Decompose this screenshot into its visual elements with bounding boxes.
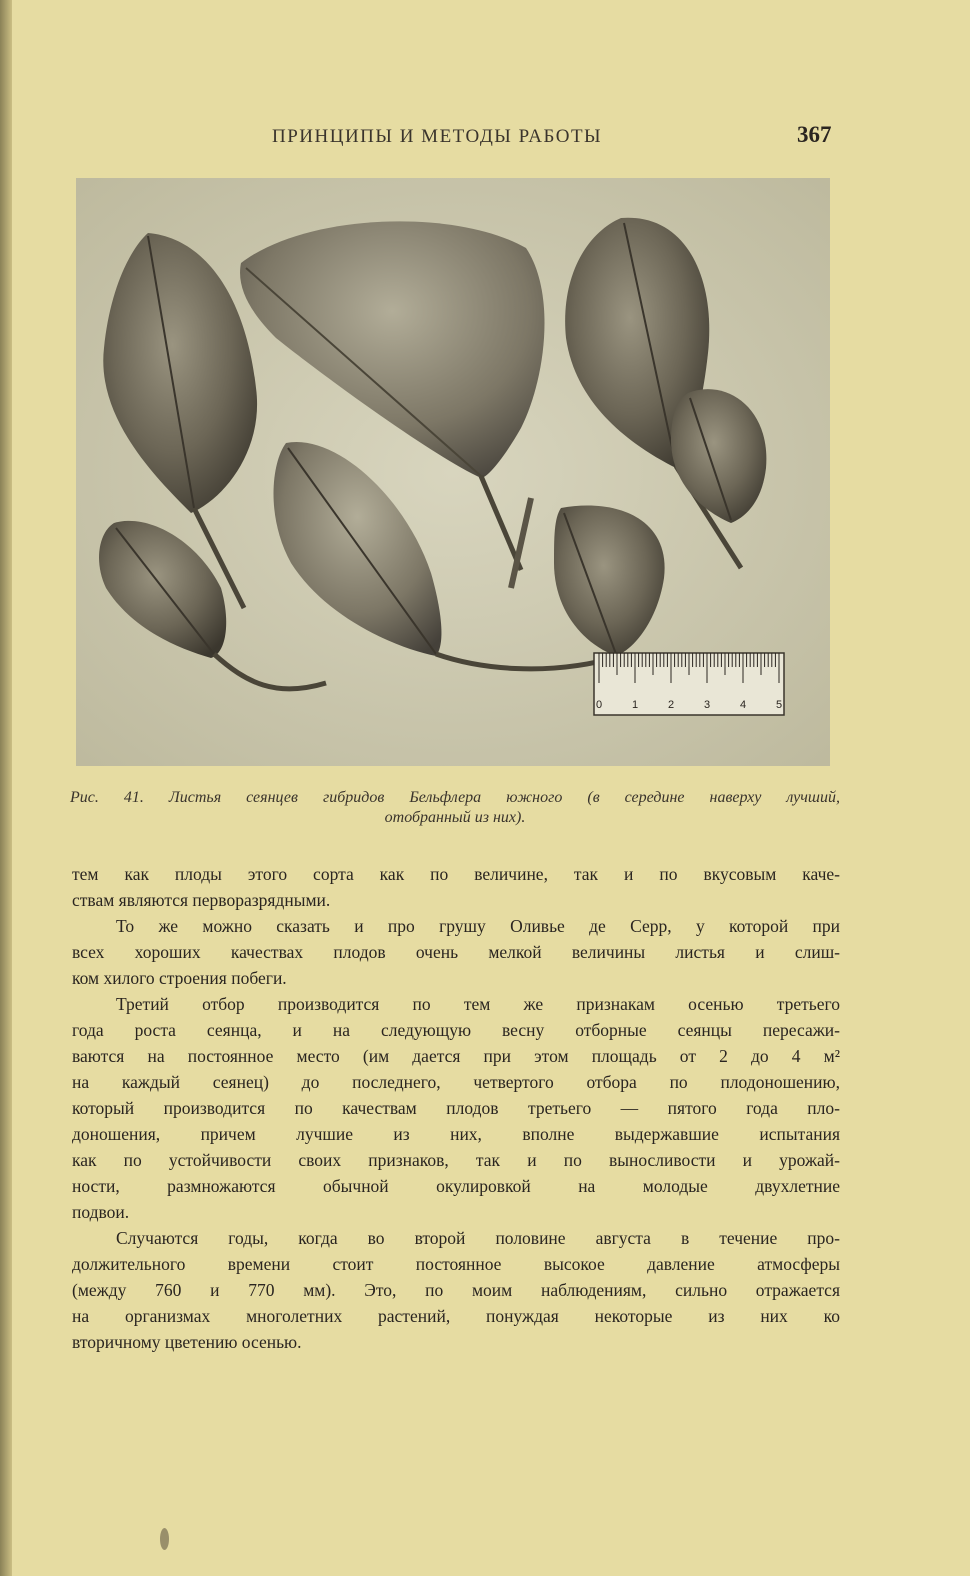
paragraph-3 [72,991,840,1225]
text-line: Случаются годы, когда во второй половине августа в течение про- [116,1228,840,1248]
caption-line-2: отобранный из них). [384,809,526,826]
text-line: То же можно сказать и про грушу Оливье де Серр, у которой при [116,916,840,936]
paragraph-4 [72,1225,840,1355]
text-line: должительного времени стоит постоянное высокое давление атмосферы [72,1254,840,1274]
measuring-ruler [594,653,784,715]
text-line: подвои. [72,1202,130,1222]
text-line: ваются на постоянное место (им дается при этом площадь от 2 до 4 м² [72,1046,840,1066]
page-number: 367 [797,122,832,147]
ruler-label: 1 [632,699,639,711]
ruler-label: 3 [704,699,711,711]
body-text [72,861,840,1355]
text-line: (между 760 и 770 мм). Это, по моим наблюдениям, сильно отражается [72,1280,840,1300]
text-line: всех хороших качествах плодов очень мелкой величины листья и слиш- [72,942,840,962]
text-line: который производится по качествам плодов третьего — пятого года пло- [72,1098,840,1118]
paragraph-2 [72,913,840,991]
ruler-label: 2 [668,699,675,711]
text-line: вторичному цветению осенью. [72,1332,302,1352]
ink-smudge [160,1528,169,1550]
text-line: ствам являются перворазрядными. [72,890,331,910]
text-line: как по устойчивости своих признаков, так и по выносливости и урожай- [72,1150,840,1170]
text-line: Третий отбор производится по тем же признакам осенью третьего [116,994,840,1014]
text-line: ности, размножаются обычной окулировкой на молодые двухлетние [72,1176,840,1196]
running-head [0,122,970,152]
leaves-photograph [76,178,830,766]
figure-caption [70,788,840,828]
ruler-label: 5 [776,699,783,711]
text-line: на каждый сеянец) до последнего, четвертого отбора по плодоношению, [72,1072,840,1092]
text-line: тем как плоды этого сорта как по величине, так и по вкусовым каче- [72,864,840,884]
running-title: ПРИНЦИПЫ И МЕТОДЫ РАБОТЫ [272,126,603,147]
text-line: года роста сеянца, и на следующую весну отборные сеянцы пересажи- [72,1020,840,1040]
caption-line-1: Рис. 41. Листья сеянцев гибридов Бельфлера южного (в середине наверху лучший, [70,789,840,806]
paragraph-1 [72,861,840,913]
text-line: на организмах многолетних растений, понуждая некоторые из них ко [72,1306,840,1326]
ruler-label: 0 [596,699,603,711]
page-edge-shadow [0,0,12,1576]
text-line: ком хилого строения побеги. [72,968,287,988]
ruler-label: 4 [740,699,747,711]
text-line: доношения, причем лучшие из них, вполне выдержавшие испытания [72,1124,840,1144]
